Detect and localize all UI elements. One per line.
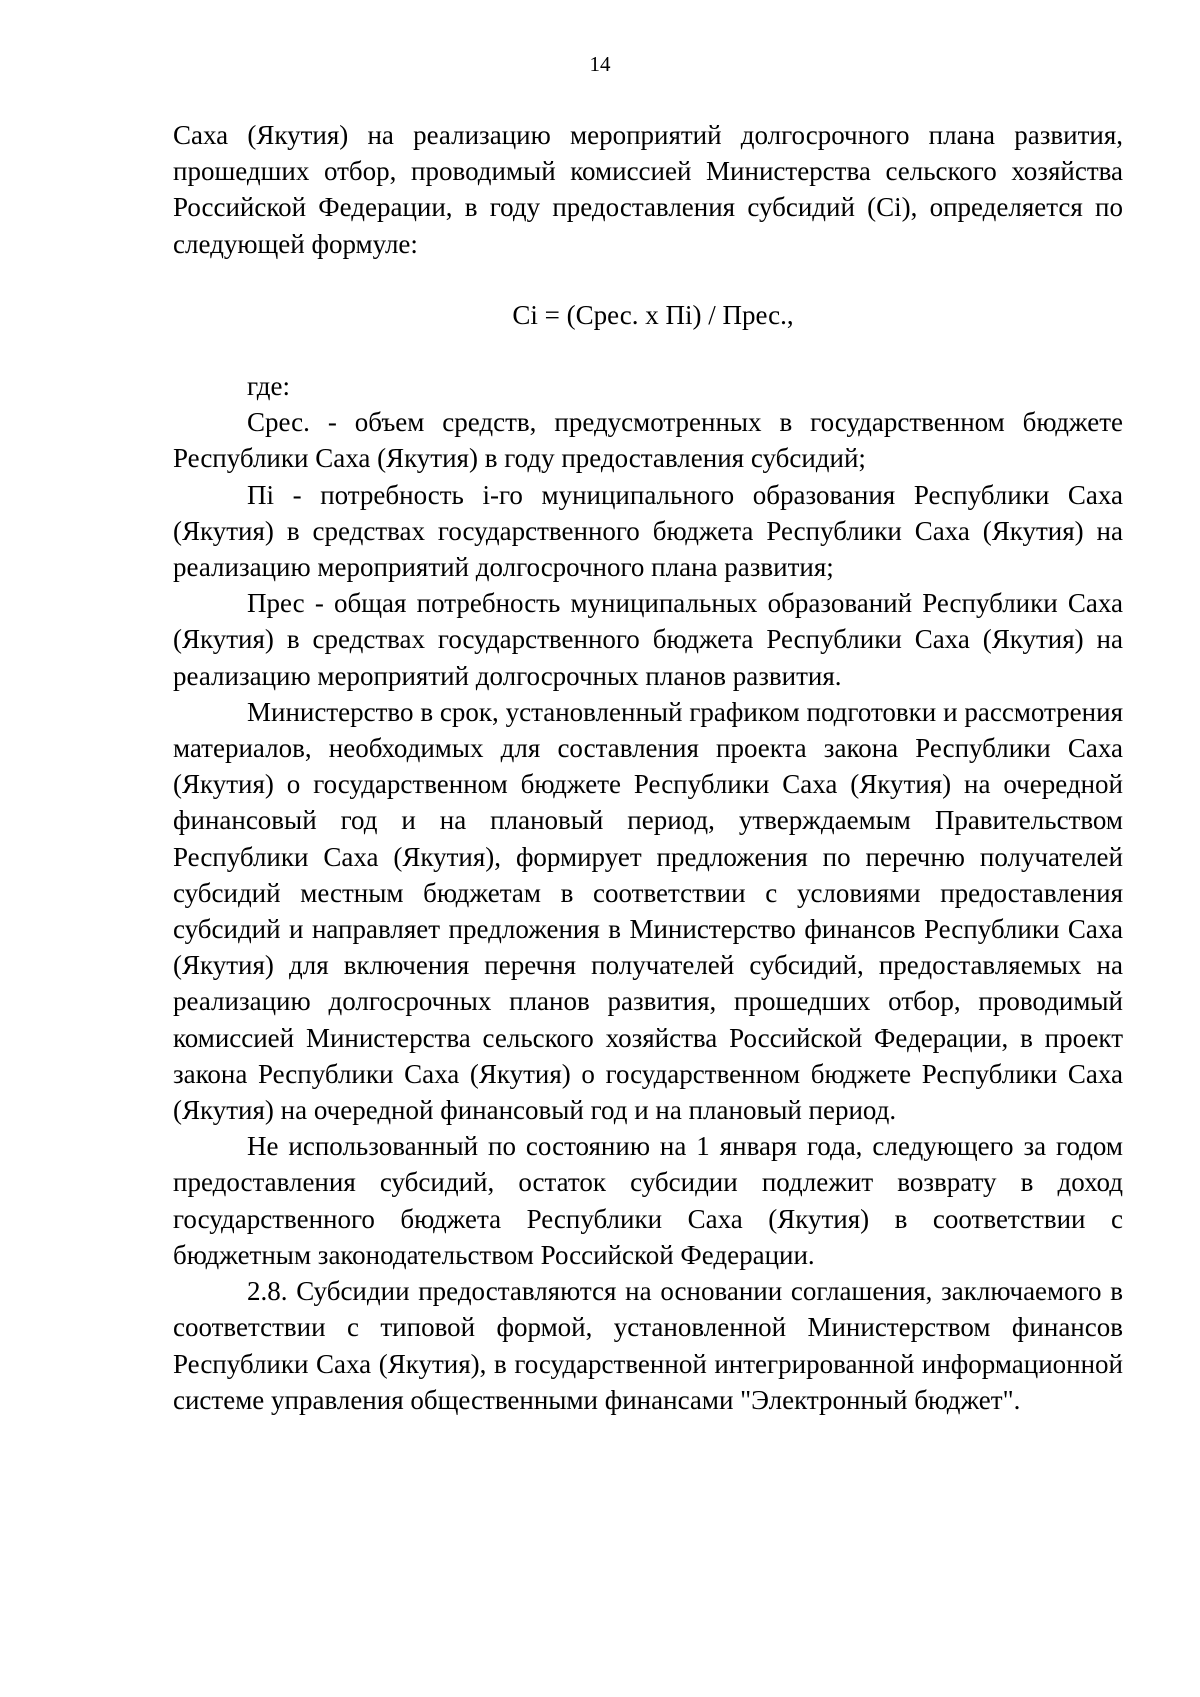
page-number: 14: [589, 52, 611, 76]
clause-2-8: 2.8. Субсидии предоставляются на основании соглашения, заключаемого в соответствии с типовой формой, установленной Министерством финансов Республики Саха (Якутия), в государственной интегрированной информационной системе управления общественными финансами "Электронный бюджет".: [173, 1276, 1123, 1415]
document-body: [173, 117, 1123, 1418]
spacer: [173, 262, 1123, 297]
paragraph-continuation: Саха (Якутия) на реализацию мероприятий долгосрочного плана развития, прошедших отбор, проводимый комиссией Министерства сельского хозяйства Российской Федерации, в году предоставления субсидий (Ci), определяется по следующей формуле:: [173, 120, 1123, 259]
where-label: где:: [247, 371, 290, 402]
paragraph-ministry: Министерство в срок, установленный графиком подготовки и рассмотрения материалов, необходимых для составления проекта закона Республики Саха (Якутия) о государственном бюджете Республики Саха (Якутия) на очередной финансовый год и на плановый период, утверждаемым Правительством Республики Саха (Якутия), формирует предложения по перечню получателей субсидий местным бюджетам в соответствии с условиями предоставления субсидий и направляет предложения в Министерство финансов Республики Саха (Якутия) для включения перечня получателей субсидий, предоставляемых на реализацию долгосрочных планов развития, прошедших отбор, проводимый комиссией Министерства сельского хозяйства Российской Федерации, в проект закона Республики Саха (Якутия) о государственном бюджете Республики Саха (Якутия) на очередной финансовый год и на плановый период.: [173, 696, 1123, 1126]
formula: Ci = (Срес. x Пi) / Прес.,: [512, 299, 794, 330]
definition-sres: Срес. - объем средств, предусмотренных в государственном бюджете Республики Саха (Якутия) в году предоставления субсидий;: [173, 407, 1123, 474]
paragraph-unused-balance: Не использованный по состоянию на 1 января года, следующего за годом предоставления субсидий, остаток субсидии подлежит возврату в доход государственного бюджета Республики Саха (Якутия) в соответствии с бюджетным законодательством Российской Федерации.: [173, 1131, 1123, 1270]
definition-pi: Пi - потребность i-го муниципального образования Республики Саха (Якутия) в средствах государственного бюджета Республики Саха (Якутия) на реализацию мероприятий долгосрочного плана развития;: [173, 479, 1123, 583]
spacer: [173, 333, 1123, 368]
definition-pres: Прес - общая потребность муниципальных образований Республики Саха (Якутия) в средствах государственного бюджета Республики Саха (Якутия) на реализацию мероприятий долгосрочных планов развития.: [173, 588, 1123, 691]
